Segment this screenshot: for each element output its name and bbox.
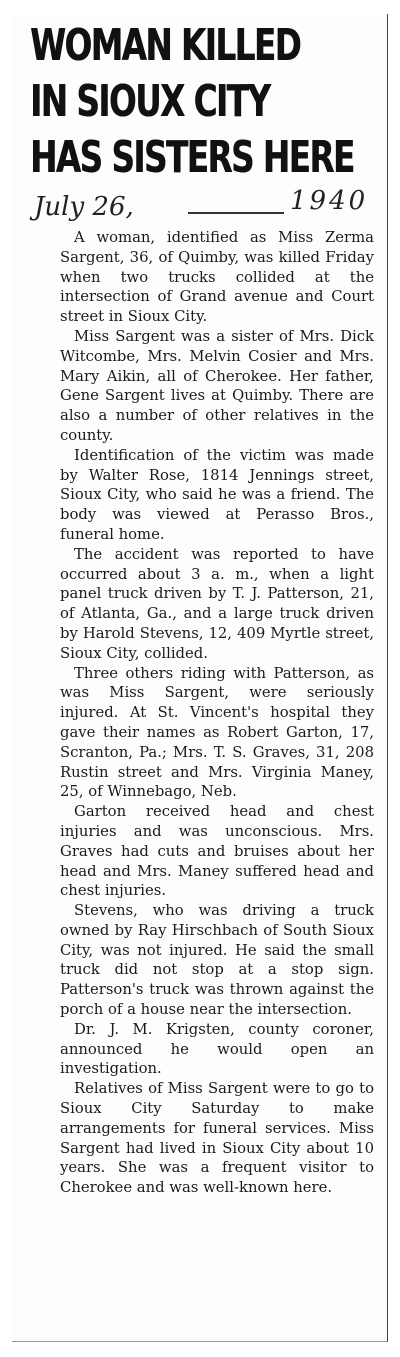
handwritten-date: July 26, bbox=[34, 192, 134, 222]
article-paragraph-5: Three others riding with Patterson, as was Miss Sargent, were seriously injured. At St. Vincent's hospital they gave their names as Robert Garton, 17, Scranton, Pa.; Mrs. T. S. Graves, 31, 208 Rustin street and Mrs. Virginia Maney, 25, of Winnebago, Neb. bbox=[60, 664, 374, 801]
headline-line-3: HAS SISTERS HERE bbox=[30, 132, 354, 183]
headline-line-1: WOMAN KILLED bbox=[30, 20, 301, 71]
article-paragraph-7: Stevens, who was driving a truck owned by Ray Hirschbach of South Sioux City, was not injured. He said the small truck did not stop at a stop sign. Patterson's truck was thrown against the porch of a house near the intersection. bbox=[60, 902, 374, 1019]
handwritten-year: 1940 bbox=[290, 186, 369, 216]
article-paragraph-1: A woman, identified as Miss Zerma Sargent, 36, of Quimby, was killed Friday when two trucks collided at the intersection of Grand avenue and Court street in Sioux City. bbox=[60, 229, 374, 326]
headline bbox=[30, 18, 354, 186]
handwritten-dash bbox=[188, 212, 284, 214]
headline-line-2: IN SIOUX CITY bbox=[30, 76, 270, 127]
article-paragraph-9: Relatives of Miss Sargent were to go to Sioux City Saturday to make arrangements for funeral services. Miss Sargent had lived in Sioux City about 10 years. She was a frequent visitor to Cherokee and was well-known here. bbox=[60, 1080, 374, 1197]
article-paragraph-6: Garton received head and chest injuries and was unconscious. Mrs. Graves had cuts and bruises about her head and Mrs. Maney suffered head and chest injuries. bbox=[60, 803, 374, 900]
article-paragraph-3: Identification of the victim was made by Walter Rose, 1814 Jennings street, Sioux City, who said he was a friend. The body was viewed at Perasso Bros., funeral home. bbox=[60, 446, 374, 543]
article-paragraph-4: The accident was reported to have occurred about 3 a. m., when a light panel truck driven by T. J. Patterson, 21, of Atlanta, Ga., and a large truck driven by Harold Stevens, 12, 409 Myrtle street, Sioux City, collided. bbox=[60, 545, 374, 662]
newspaper-clipping bbox=[12, 14, 388, 1342]
article-paragraph-2: Miss Sargent was a sister of Mrs. Dick Witcombe, Mrs. Melvin Cosier and Mrs. Mary Aikin, all of Cherokee. Her father, Gene Sargent lives at Quimby. There are also a number of other relatives in the county. bbox=[60, 327, 374, 444]
article-body bbox=[60, 228, 374, 1198]
article-paragraph-8: Dr. J. M. Krigsten, county coroner, announced he would open an investigation. bbox=[60, 1020, 374, 1078]
